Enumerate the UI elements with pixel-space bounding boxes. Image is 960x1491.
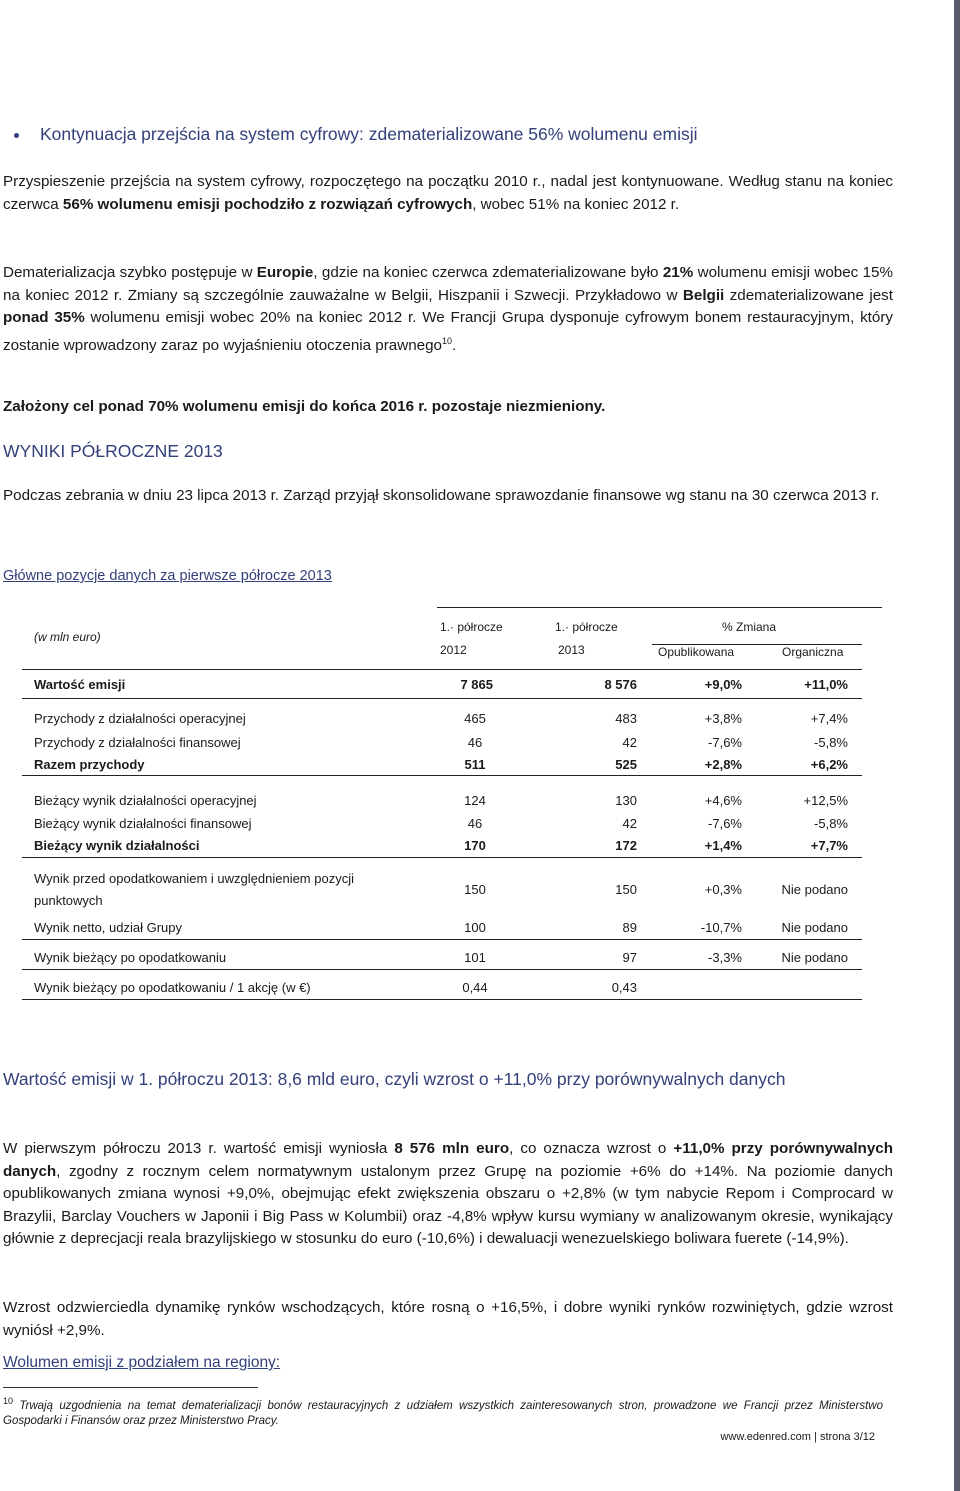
table-bottom-rule: [22, 999, 862, 1000]
paragraph-issue-volume: W pierwszym półroczu 2013 r. wartość emisji wyniosła 8 576 mln euro, co oznacza wzrost o +11,0% przy porównywalnych danych, zgodny z rocznym celem normatywnym ustalonym przez Grupę na poziomie +6% do +14%. Na poziomie danych opublikowanych zmiana wynosi +9,0%, obejmując efekt zwiększenia obszaru o +2,8% (w tym nabycie Repom i Comprocard w Brazylii, Barclay Vouchers w Japonii i Big Pass w Kolumbii) oraz -4,8% wpływ kursu wymiany w analizowanym okresie, wynikający głównie z deprecjacji reala brazylijskiego w stosunku do euro (-10,6%) i dewaluacji wenezuelskiego boliwara fuerete (-14,9%).: [3, 1140, 893, 1247]
paragraph-emerging-markets: Wzrost odzwierciedla dynamikę rynków wschodzących, które rosną o +16,5%, i dobre wyniki rynków rozwiniętych, gdzie wzrost wyniósł +2,9%.: [3, 1299, 893, 1339]
col4-header: Organiczna: [782, 645, 844, 659]
page-number: strona 3/12: [819, 1431, 875, 1443]
row-rule: [22, 857, 862, 858]
page-edge-bar: [954, 0, 960, 1491]
key-figures-title: Główne pozycje danych za pierwsze półrocze 2013: [3, 568, 332, 584]
unit-label: (w mln euro): [34, 630, 101, 644]
change-header: % Zmiana: [722, 620, 777, 634]
col1-header-top: 1.· półrocze: [440, 620, 503, 634]
bullet-icon: [14, 133, 19, 138]
page-footer: www.edenred.com | strona 3/12: [720, 1431, 875, 1443]
row-rule: [22, 698, 862, 699]
half-year-results-heading: WYNIKI PÓŁROCZNE 2013: [3, 441, 223, 461]
table-header-rule: [22, 669, 862, 670]
footer-site-link[interactable]: www.edenred.com: [720, 1431, 811, 1443]
paragraph-board-meeting: Podczas zebrania w dniu 23 lipca 2013 r. Zarząd przyjął skonsolidowane sprawozdanie finansowe wg stanu na 30 czerwca 2013 r.: [3, 487, 880, 504]
row-rule: [22, 969, 862, 970]
col3-header: Opublikowana: [658, 645, 735, 659]
col1-header-bottom: 2012: [440, 643, 467, 657]
col2-header-top: 1.· półrocze: [555, 620, 618, 634]
footnote: $^{10}$ Trwają uzgodnienia na temat dematerializacji bonów restauracyjnych z udziałem wszystkich zainteresowanych stron, prowadzone we Francji przez Ministerstwo Gospodarki i Finansów oraz przez Ministerstwo Pracy.: [3, 1396, 883, 1427]
footnote-rule: [3, 1387, 258, 1388]
table-top-rule: [437, 607, 882, 608]
issue-volume-heading: Wartość emisji w 1. półroczu 2013: 8,6 mld euro, czyli wzrost o +11,0% przy porównywalnych danych: [3, 1069, 786, 1089]
paragraph-europe-dematerialization: Dematerializacja szybko postępuje w Europie, gdzie na koniec czerwca zdematerializowane było 21% wolumenu emisji wobec 15% na koniec 2012 r. Zmiany są szczególnie zauważalne w Belgii, Hiszpanii i Szwecji. Przykładowo w Belgii zdematerializowane jest ponad 35% wolumenu emisji wobec 20% na koniec 2012 r. We Francji Grupa dysponuje cyfrowym bonem restauracyjnym, który zostanie wprowadzony zaraz po wyjaśnieniu otoczenia prawnego$^{10}$.: [3, 264, 893, 354]
row-rule: [22, 939, 862, 940]
col2-header-bottom: 2013: [558, 643, 585, 657]
bullet-heading-text: Kontynuacja przejścia na system cyfrowy: zdematerializowane 56% wolumenu emisji: [40, 124, 698, 144]
regional-volume-subheading: Wolumen emisji z podziałem na regiony:: [3, 1354, 281, 1371]
paragraph-target: Założony cel ponad 70% wolumenu emisji do końca 2016 r. pozostaje niezmieniony.: [3, 398, 606, 415]
paragraph-digital-acceleration: Przyspieszenie przejścia na system cyfrowy, rozpoczętego na początku 2010 r., nadal jest kontynuowane. Według stanu na koniec czerwca 56% wolumenu emisji pochodziło z rozwiązań cyfrowych, wobec 51% na koniec 2012 r.: [3, 173, 893, 213]
row-rule: [22, 775, 862, 776]
